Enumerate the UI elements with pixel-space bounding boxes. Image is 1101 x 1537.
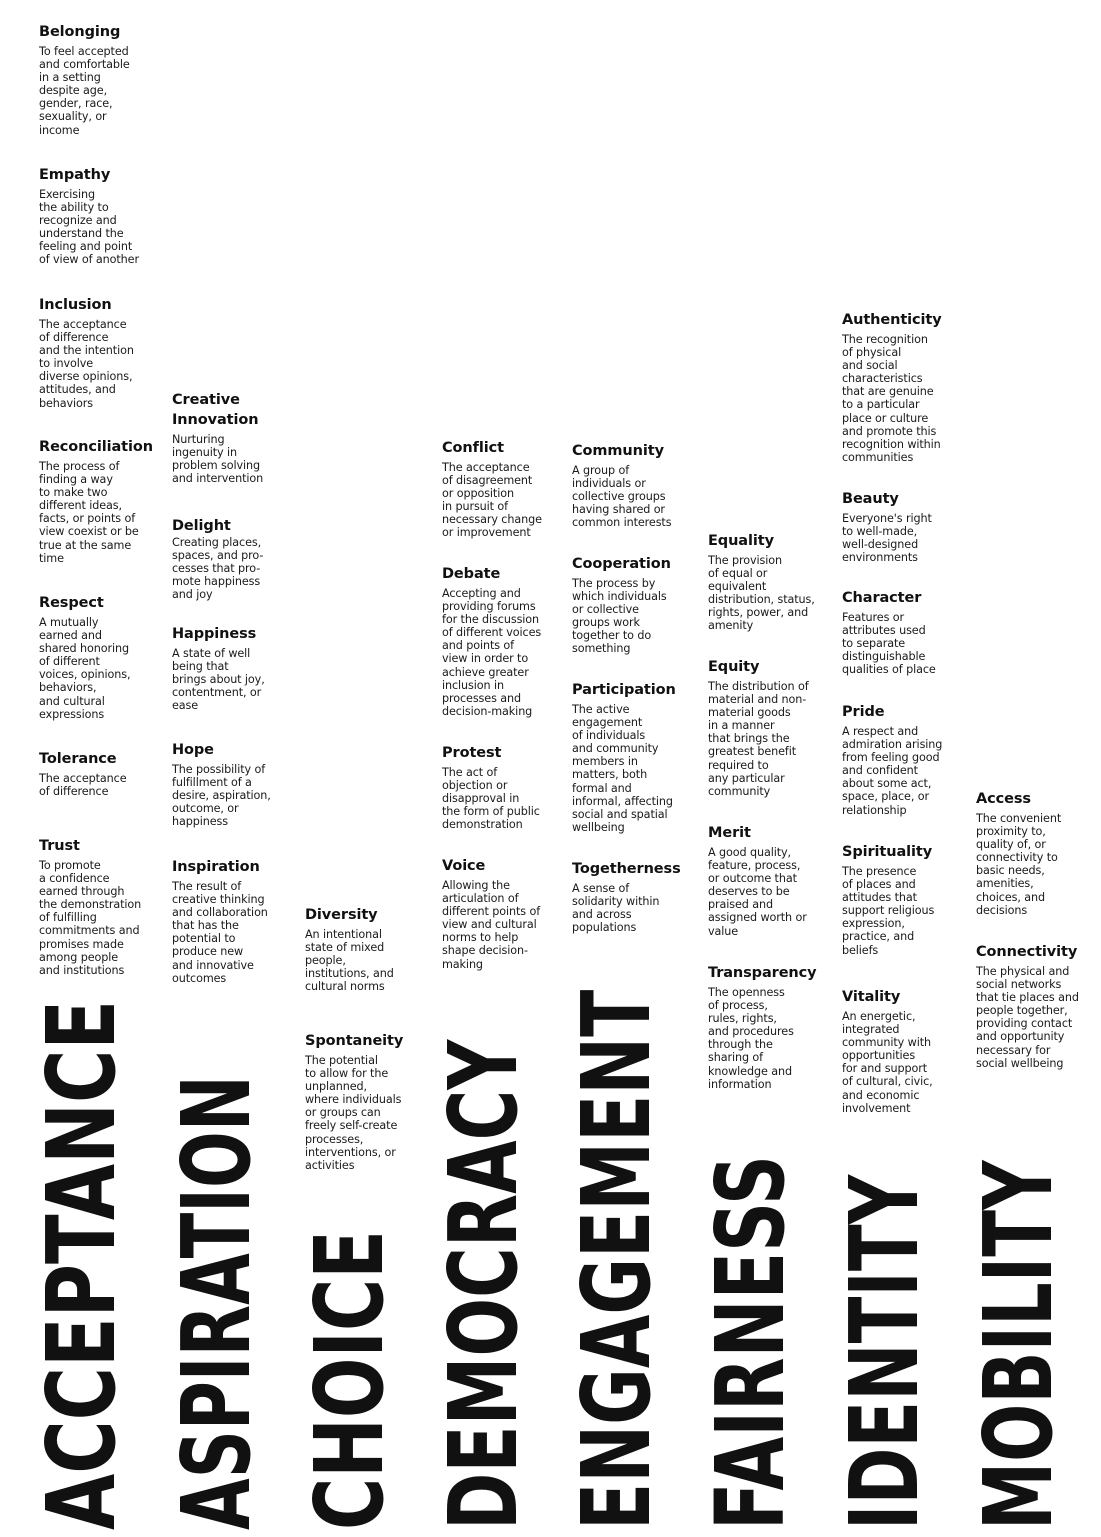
term-merit: [708, 823, 836, 938]
term-definition: The acceptance of disagreement or opposition in pursuit of necessary change or improvement: [442, 461, 542, 540]
term-respect: [39, 593, 167, 721]
term-transparency: [708, 963, 836, 1091]
term-debate: [442, 564, 570, 718]
term-definition: The recognition of physical and social characteristics that are genuine to a particular place or culture and promote this recognition within communities: [842, 333, 941, 464]
term-title: Access: [976, 791, 1031, 807]
term-title: Equality: [708, 533, 774, 549]
term-title: Hope: [172, 742, 214, 758]
term-authenticity: [842, 310, 970, 464]
term-definition: A good quality, feature, process, or outcome that deserves to be praised and assigned worth or value: [708, 846, 807, 938]
term-cooperation: [572, 554, 700, 656]
term-definition: The physical and social networks that tie places and people together, providing contact and opportunity necessary for social wellbeing: [976, 965, 1079, 1070]
term-definition: The acceptance of difference: [39, 772, 127, 799]
term-definition: A sense of solidarity within and across populations: [572, 882, 660, 935]
term-creative-innovation: [172, 390, 300, 485]
term-participation: [572, 680, 700, 834]
term-definition: Nurturing ingenuity in problem solving and intervention: [172, 433, 264, 486]
term-title: Participation: [572, 682, 676, 698]
term-spirituality: [842, 842, 970, 957]
term-title: Tolerance: [39, 751, 117, 767]
term-title: Transparency: [708, 965, 817, 981]
term-definition: The potential to allow for the unplanned, where individuals or groups can freely self-create processes, interventions, or activities: [305, 1054, 402, 1172]
term-belonging: [39, 22, 167, 137]
term-title: Spirituality: [842, 844, 933, 860]
term-title: Debate: [442, 566, 501, 582]
term-title: Authenticity: [842, 312, 942, 328]
term-title: Diversity: [305, 907, 378, 923]
term-definition: The result of creative thinking and collaboration that has the potential to produce new and innovative outcomes: [172, 880, 268, 985]
term-beauty: [842, 489, 970, 564]
term-definition: Everyone's right to well-made, well-designed environments: [842, 512, 932, 565]
heading-engagement: ENGAGEMENT: [561, 989, 672, 1530]
term-definition: A group of individuals or collective groups having shared or common interests: [572, 464, 672, 530]
term-title: Inclusion: [39, 297, 112, 313]
term-title: Spontaneity: [305, 1033, 404, 1049]
term-title: Voice: [442, 858, 486, 874]
heading-acceptance: ACCEPTANCE: [26, 999, 137, 1530]
heading-choice: CHOICE: [294, 1230, 405, 1530]
term-title: Creative Innovation: [172, 392, 259, 428]
term-definition: The provision of equal or equivalent distribution, status, rights, power, and amenity: [708, 554, 815, 633]
term-title: Merit: [708, 825, 751, 841]
heading-identity: IDENTITY: [829, 1174, 940, 1530]
term-title: Cooperation: [572, 556, 671, 572]
term-diversity: [305, 905, 433, 993]
term-title: Togetherness: [572, 861, 681, 877]
term-title: Character: [842, 590, 922, 606]
term-pride: [842, 702, 970, 817]
term-definition: The process by which individuals or collective groups work together to do something: [572, 577, 667, 656]
term-definition: The presence of places and attitudes that support religious expression, practice, and beliefs: [842, 865, 935, 957]
term-tolerance: [39, 749, 167, 798]
term-definition: To promote a confidence earned through the demonstration of fulfilling commitments and promises made among people and institutions: [39, 859, 142, 977]
term-equality: [708, 531, 836, 633]
term-title: Equity: [708, 659, 760, 675]
term-definition: The process of finding a way to make two different ideas, facts, or points of view coexist or be true at the same time: [39, 460, 139, 565]
term-definition: Allowing the articulation of different points of view and cultural norms to help shape decision- making: [442, 879, 541, 971]
term-definition: The convenient proximity to, quality of, or connectivity to basic needs, amenities, choices, and decisions: [976, 812, 1062, 917]
heading-aspiration: ASPIRATION: [161, 1075, 272, 1530]
term-definition: Features or attributes used to separate distinguishable qualities of place: [842, 611, 936, 677]
term-title: Respect: [39, 595, 104, 611]
heading-mobility: MOBILITY: [963, 1160, 1074, 1530]
term-empathy: [39, 165, 167, 267]
heading-fairness: FAIRNESS: [695, 1155, 806, 1530]
term-voice: [442, 856, 570, 971]
term-title: Community: [572, 443, 664, 459]
term-connectivity: [976, 942, 1101, 1070]
term-title: Happiness: [172, 626, 257, 642]
term-hope: [172, 740, 300, 828]
term-title: Inspiration: [172, 859, 260, 875]
term-title: Pride: [842, 704, 885, 720]
term-equity: [708, 657, 836, 798]
term-definition: A respect and admiration arising from feeling good and confident about some act, space, place, or relationship: [842, 725, 943, 817]
term-definition: Creating places, spaces, and pro- cesses that pro- mote happiness and joy: [172, 536, 264, 602]
term-conflict: [442, 438, 570, 540]
term-vitality: [842, 987, 970, 1115]
term-definition: The openness of process, rules, rights, and procedures through the sharing of knowledge and information: [708, 986, 794, 1091]
term-title: Connectivity: [976, 944, 1078, 960]
term-definition: A mutually earned and shared honoring of different voices, opinions, behaviors, and cultural expressions: [39, 616, 131, 721]
term-character: [842, 588, 970, 676]
term-definition: An intentional state of mixed people, institutions, and cultural norms: [305, 928, 394, 994]
term-definition: The possibility of fulfillment of a desire, aspiration, outcome, or happiness: [172, 763, 271, 829]
term-inspiration: [172, 857, 300, 985]
term-title: Beauty: [842, 491, 899, 507]
term-definition: The acceptance of difference and the intention to involve diverse opinions, attitudes, and behaviors: [39, 318, 134, 410]
term-access: [976, 789, 1101, 917]
term-spontaneity: [305, 1031, 433, 1172]
term-protest: [442, 743, 570, 831]
term-delight: [172, 516, 300, 601]
term-title: Conflict: [442, 440, 504, 456]
term-definition: To feel accepted and comfortable in a setting despite age, gender, race, sexuality, or income: [39, 45, 130, 137]
term-definition: The act of objection or disapproval in the form of public demonstration: [442, 766, 540, 832]
term-definition: An energetic, integrated community with opportunities for and support of cultural, civic, and economic involvement: [842, 1010, 933, 1115]
term-definition: Exercising the ability to recognize and understand the feeling and point of view of another: [39, 188, 139, 267]
term-togetherness: [572, 859, 700, 934]
term-inclusion: [39, 295, 167, 410]
term-title: Delight: [172, 518, 231, 534]
term-reconciliation: [39, 437, 167, 565]
term-definition: A state of well being that brings about joy, contentment, or ease: [172, 647, 265, 713]
term-trust: [39, 836, 167, 977]
heading-democracy: DEMOCRACY: [428, 1039, 539, 1530]
term-title: Protest: [442, 745, 502, 761]
term-definition: Accepting and providing forums for the discussion of different voices and points of view in order to achieve greater inclusion in processes and decision-making: [442, 587, 542, 718]
term-happiness: [172, 624, 300, 712]
term-title: Empathy: [39, 167, 111, 183]
term-definition: The active engagement of individuals and community members in matters, both formal and informal, affecting social and spatial wellbeing: [572, 703, 673, 834]
term-definition: The distribution of material and non- material goods in a manner that brings the greatest benefit required to any particular community: [708, 680, 809, 798]
term-title: Trust: [39, 838, 80, 854]
term-title: Reconciliation: [39, 439, 153, 455]
term-community: [572, 441, 700, 529]
term-title: Belonging: [39, 24, 121, 40]
term-title: Vitality: [842, 989, 901, 1005]
